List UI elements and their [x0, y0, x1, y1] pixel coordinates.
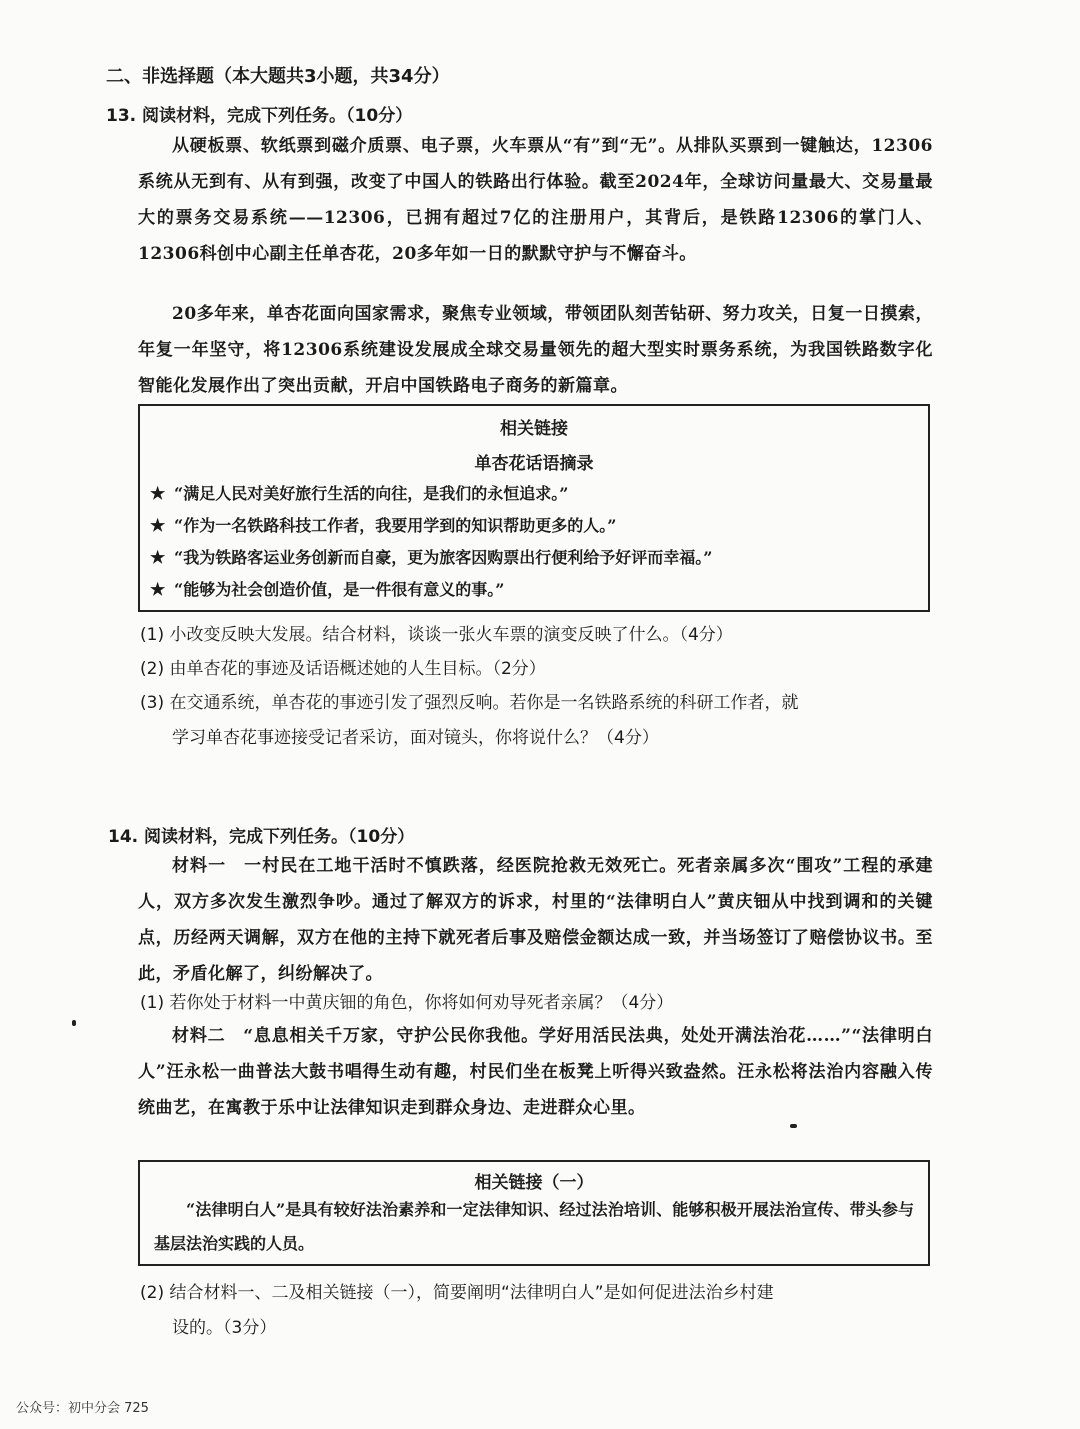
q13-related-link-box [138, 404, 930, 612]
star-icon: ★ [150, 548, 166, 568]
q13-paragraph-2: 20多年来，单杏花面向国家需求，聚焦专业领域，带领团队刻苦钻研、努力攻关，日复一日摸索，年复一年坚守，将12306系统建设发展成全球交易量领先的超大型实时票务系统，为我国铁路数字化智能化发展作出了突出贡献，开启中国铁路电子商务的新篇章。 [138, 304, 933, 396]
q13-paragraph-1: 从硬板票、软纸票到磁介质票、电子票，火车票从“有”到“无”。从排队买票到一键触达，12306系统从无到有、从有到强，改变了中国人的铁路出行体验。截至2024年，全球访问量最大、交易量最大的票务交易系统——12306，已拥有超过7亿的注册用户，其背后，是铁路12306的掌门人、12306科创中心副主任单杏花，20多年如一日的默默守护与不懈奋斗。 [138, 136, 933, 264]
quote-item [140, 510, 928, 542]
q14-box-text: “法律明白人”是具有较好法治素养和一定法律知识、经过法治培训、能够积极开展法治宣传、带头参与基层法治实践的人员。 [154, 1200, 914, 1253]
q13-sub-question-3-line-2: 学习单杏花事迹接受记者采访，面对镜头，你将说什么？（4分） [172, 728, 659, 748]
section-title: 二、非选择题（本大题共3小题，共34分） [106, 66, 450, 87]
footer-watermark: 公众号：初中分会 725 [16, 1401, 149, 1416]
q13-sub-question-1: (1) 小改变反映大发展。结合材料，谈谈一张火车票的演变反映了什么。（4分） [140, 625, 733, 645]
quote-text: “作为一名铁路科技工作者，我要用学到的知识帮助更多的人。” [174, 516, 617, 535]
q14-material-2: 材料二 “息息相关千万家，守护公民你我他。学好用活民法典，处处开满法治花……”“法律明白人”汪永松一曲普法大鼓书唱得生动有趣，村民们坐在板凳上听得兴致盎然。汪永松将法治内容融入传统曲艺，在寓教于乐中让法律知识走到群众身边、走进群众心里。 [138, 1026, 933, 1118]
q13-box-subtitle: 单杏花话语摘录 [474, 454, 594, 474]
scan-speck [790, 1124, 797, 1128]
quote-text: “满足人民对美好旅行生活的向往，是我们的永恒追求。” [174, 484, 569, 503]
q14-material-1: 材料一 一村民在工地干活时不慎跌落，经医院抢救无效死亡。死者亲属多次“围攻”工程的承建人，双方多次发生激烈争吵。通过了解双方的诉求，村里的“法律明白人”黄庆钿从中找到调和的关键点，历经两天调解，双方在他的主持下就死者后事及赔偿金额达成一致，并当场签订了赔偿协议书。至此，矛盾化解了，纠纷解决了。 [138, 856, 933, 984]
quote-text: “我为铁路客运业务创新而自豪，更为旅客因购票出行便利给予好评而幸福。” [174, 548, 713, 567]
q14-heading: 14. 阅读材料，完成下列任务。（10分） [108, 827, 415, 847]
star-icon: ★ [150, 516, 166, 536]
quote-item [140, 574, 928, 606]
q13-sub-question-3 [140, 686, 932, 756]
quote-item [140, 542, 928, 574]
q13-box-title: 相关链接 [500, 419, 568, 439]
star-icon: ★ [150, 484, 166, 504]
q14-sub-question-2-line-2: 设的。（3分） [172, 1318, 277, 1338]
q14-sub-question-2-line-1: (2) 结合材料一、二及相关链接（一），简要阐明“法律明白人”是如何促进法治乡村建 [140, 1283, 774, 1303]
q13-sub-question-3-line-1: (3) 在交通系统，单杏花的事迹引发了强烈反响。若你是一名铁路系统的科研工作者，就 [140, 693, 799, 713]
q14-sub-question-1: (1) 若你处于材料一中黄庆钿的角色，你将如何劝导死者亲属？（4分） [140, 993, 674, 1013]
q13-sub-question-2: (2) 由单杏花的事迹及话语概述她的人生目标。（2分） [140, 659, 546, 679]
q14-related-link-box [138, 1160, 930, 1266]
quote-item [140, 478, 928, 510]
q14-box-title: 相关链接（一） [474, 1173, 594, 1193]
star-icon: ★ [150, 580, 166, 600]
quote-text: “能够为社会创造价值，是一件很有意义的事。” [174, 580, 505, 599]
scan-speck [72, 1020, 76, 1026]
q14-sub-question-2 [140, 1276, 932, 1346]
q13-heading: 13. 阅读材料，完成下列任务。（10分） [106, 106, 413, 126]
